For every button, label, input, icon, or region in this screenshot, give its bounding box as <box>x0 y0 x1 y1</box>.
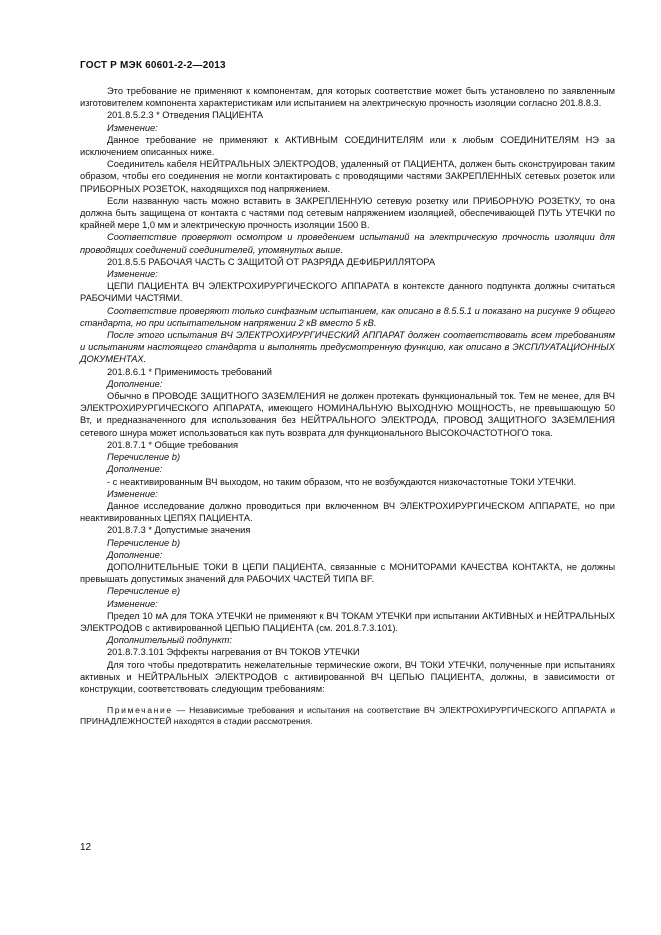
italic-paragraph: Изменение: <box>107 122 158 133</box>
paragraph: 201.8.7.3.101 Эффекты нагревания от ВЧ ТОКОВ УТЕЧКИ <box>107 647 360 658</box>
italic-paragraph: Соответствие проверяют только синфазным испытанием, как описано в 8.5.5.1 и показано на рисунке 9 общего стандарта, но при испытательном напряжении 2 кВ вместо 5 кВ. <box>80 305 615 328</box>
paragraph: Предел 10 мА для ТОКА УТЕЧКИ не применяют к ВЧ ТОКАМ УТЕЧКИ при испытании АКТИВНЫХ и НЕЙТРАЛЬНЫХ ЭЛЕКТРОДОВ с активированной ЦЕПЬЮ ПАЦИЕНТА (см. 201.8.7.3.101). <box>80 610 615 633</box>
italic-paragraph: Дополнение: <box>107 378 163 389</box>
document-header: ГОСТ Р МЭК 60601-2-2—2013 <box>80 60 226 71</box>
italic-paragraph: Перечисление b) <box>107 537 181 548</box>
italic-paragraph: Дополнение: <box>107 464 163 475</box>
italic-paragraph: Изменение: <box>107 598 158 609</box>
italic-paragraph: Изменение: <box>107 488 158 499</box>
note-paragraph <box>80 705 615 727</box>
paragraph: 201.8.6.1 * Применимость требований <box>107 366 272 377</box>
paragraph: Данное требование не применяют к АКТИВНЫМ СОЕДИНИТЕЛЯМ или к любым СОЕДИНИТЕЛЯМ НЭ за исключением описанных ниже. <box>80 134 615 158</box>
paragraph: Это требование не применяют к компонентам, для которых соответствие может быть установлено по заявленным изготовителем компонента характеристикам или испытанием на электрическую прочность изоляции согласно 201.8.8.3. <box>80 86 615 109</box>
paragraph: - с неактивированным ВЧ выходом, но таким образом, что не возбуждаются низкочастотные ТОКИ УТЕЧКИ. <box>107 476 577 487</box>
paragraph: Для того чтобы предотвратить нежелательные термические ожоги, ВЧ ТОКИ УТЕЧКИ, полученные при испытаниях активных и НЕЙТРАЛЬНЫХ ЭЛЕКТРОДОВ с активированной ВЧ ЦЕПЬЮ ПАЦИЕНТА, должны, в зависимости от конструкции, соответствовать следующим требованиям: <box>80 659 615 694</box>
paragraph: 201.8.7.3 * Допустимые значения <box>107 525 251 536</box>
note-text: — Независимые требования и испытания на соответствие ВЧ ЭЛЕКТРОХИРУРГИЧЕСКОГО АППАРАТА и ПРИНАДЛЕЖНОСТЕЙ находятся в стадии рассмотрения. <box>80 705 615 727</box>
paragraph: ЦЕПИ ПАЦИЕНТА ВЧ ЭЛЕКТРОХИРУРГИЧЕСКОГО АППАРАТА в контексте данного подпункта должны считаться РАБОЧИМИ ЧАСТЯМИ. <box>80 281 615 304</box>
paragraph: ДОПОЛНИТЕЛЬНЫЕ ТОКИ В ЦЕПИ ПАЦИЕНТА, связанные с МОНИТОРАМИ КАЧЕСТВА КОНТАКТА, не должны превышать допустимых значений для РАБОЧИХ ЧАСТЕЙ ТИПА BF. <box>80 561 615 585</box>
italic-paragraph: Дополнение: <box>107 549 163 560</box>
paragraph: Данное исследование должно проводиться при включенном ВЧ ЭЛЕКТРОХИРУРГИЧЕСКОМ АППАРАТЕ, но при неактивированных ЦЕПЯХ ПАЦИЕНТА. <box>80 500 615 524</box>
paragraph: Обычно в ПРОВОДЕ ЗАЩИТНОГО ЗАЗЕМЛЕНИЯ не должен протекать функциональный ток. Тем не менее, для ВЧ ЭЛЕКТРОХИРУРГИЧЕСКОГО АППАРАТА, имеющего НОМИНАЛЬНУЮ ВЫХОДНУЮ МОЩНОСТЬ, не превышающую 50 Вт, и предназначенного для использования без НЕЙТРАЛЬНОГО ЭЛЕКТРОДА, ПРОВОД ЗАЩИТНОГО ЗАЗЕМЛЕНИЯ сетевого шнура может использоваться как путь возврата для функционального ВЫСОКОЧАСТОТНОГО тока. <box>80 391 615 438</box>
italic-paragraph: Изменение: <box>107 269 158 280</box>
italic-paragraph: Перечисление b) <box>107 452 181 463</box>
note-label: Примечание <box>107 705 173 716</box>
document-body <box>80 85 615 728</box>
italic-paragraph: После этого испытания ВЧ ЭЛЕКТРОХИРУРГИЧЕСКИЙ АППАРАТ должен соответствовать всем требованиям и испытаниям настоящего стандарта и выполнять предусмотренную функцию, как описано в ЭКСПЛУАТАЦИОННЫХ ДОКУМЕНТАХ. <box>80 330 615 365</box>
paragraph: Соединитель кабеля НЕЙТРАЛЬНЫХ ЭЛЕКТРОДОВ, удаленный от ПАЦИЕНТА, должен быть сконструирован таким образом, чтобы его соединения не могли контактировать с проводящими частями ЗАКРЕПЛЕННЫХ сетевых розеток или ПРИБОРНЫХ РОЗЕТОК, находящихся под напряжением. <box>80 159 615 194</box>
paragraph: Если названную часть можно вставить в ЗАКРЕПЛЕННУЮ сетевую розетку или ПРИБОРНУЮ РОЗЕТКУ, то она должна быть защищена от контакта с частями под сетевым напряжением изоляцией, обеспечивающей ПУТЬ УТЕЧКИ по крайней мере 1,0 мм и электрическую прочность изоляции 1500 В. <box>80 195 615 231</box>
italic-paragraph: Дополнительный подпункт: <box>107 635 232 646</box>
paragraph: 201.8.5.2.3 * Отведения ПАЦИЕНТА <box>107 110 264 121</box>
paragraph: 201.8.5.5 РАБОЧАЯ ЧАСТЬ С ЗАЩИТОЙ ОТ РАЗРЯДА ДЕФИБРИЛЛЯТОРА <box>107 256 436 267</box>
italic-paragraph: Соответствие проверяют осмотром и проведением испытаний на электрическую прочность изоляции для проводящих соединений соединителей, упомянутых выше. <box>80 232 615 255</box>
italic-paragraph: Перечисление е) <box>107 586 181 597</box>
paragraph: 201.8.7.1 * Общие требования <box>107 439 239 450</box>
page-number: 12 <box>80 842 92 853</box>
